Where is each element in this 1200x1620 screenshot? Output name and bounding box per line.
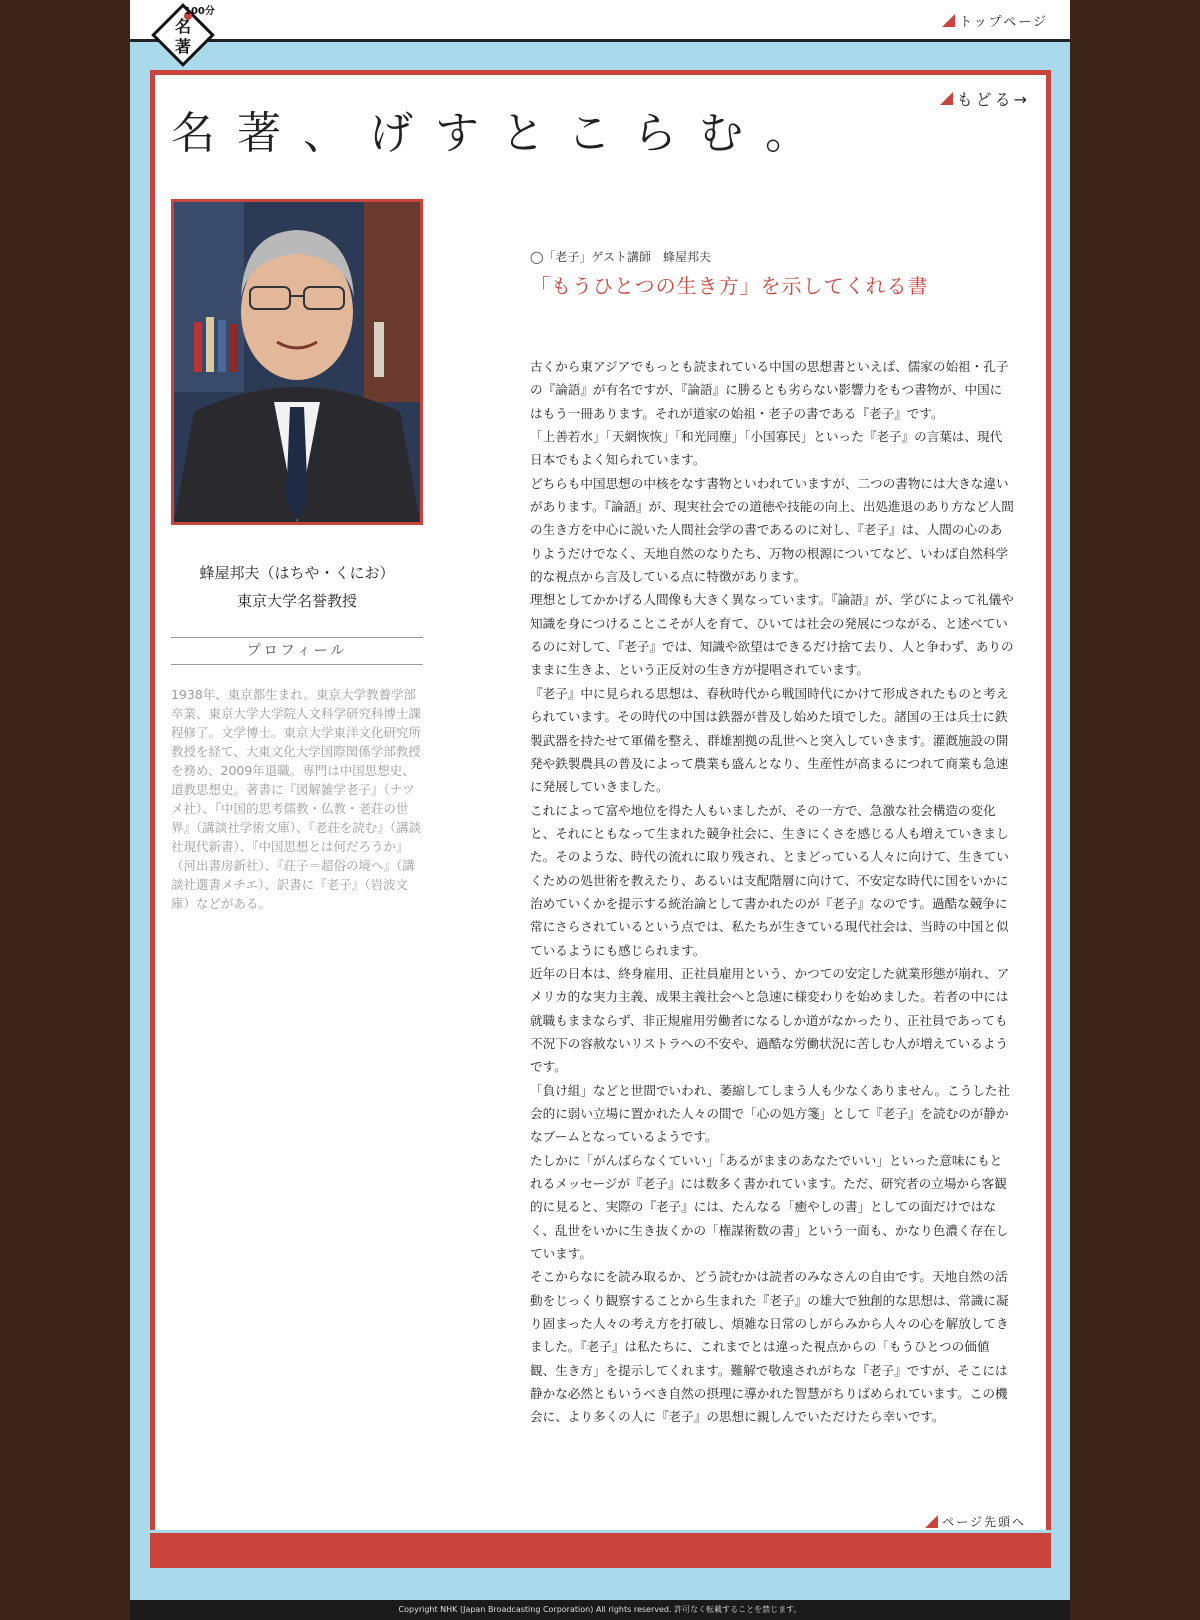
page-title: 名著、げすとこらむ。 xyxy=(171,108,831,159)
top-page-link[interactable] xyxy=(942,11,1048,30)
back-link[interactable] xyxy=(940,87,1030,110)
content-panel-border xyxy=(150,70,1051,1530)
logo-text-main-1: 名 xyxy=(174,17,192,36)
back-link-label: もどる→ xyxy=(956,90,1030,109)
article-paragraph: 「上善若水」「天網恢恢」「和光同塵」「小国寡民」といった『老子』の言葉は、現代日本でもよく知られています。 xyxy=(530,429,1003,468)
article-paragraph: どちらも中国思想の中核をなす書物といわれていますが、二つの書物には大きな違いがあります。『論語』が、現実社会での道徳や技能の向上、出処進退のあり方など人間の生き方を中心に説いた人間社会学の書であるのに対し、『老子』は、人間の心のありようだけでなく、天地自然のなりたち、万物の根源についてなど、いわば自然科学的な視点から言及している点に特徴があります。 xyxy=(530,475,1014,585)
top-page-link-label: トップページ xyxy=(959,15,1048,30)
article-subhead: ◯「老子」ゲスト講師 蜂屋邦夫 xyxy=(530,250,711,264)
article-paragraph: 「負け組」などと世間でいわれ、萎縮してしまう人も少なくありません。こうした社会的に弱い立場に置かれた人々の間で「心の処方箋」として『老子』を読むのが静かなブームとなっているようです。 xyxy=(530,1082,1011,1145)
guest-photo xyxy=(171,199,423,525)
logo-text-top: 100分 xyxy=(184,6,215,17)
triangle-icon xyxy=(925,1515,938,1528)
article-body xyxy=(530,355,1014,1429)
site-logo[interactable] xyxy=(150,2,216,68)
article-paragraph: そこからなにを読み取るか、どう読むかは読者のみなさんの自由です。天地自然の活動をじっくり観察することから生まれた『老子』の雄大で独創的な思想は、常識に凝り固まった人々の考え方を打破し、煩雑な日常のしがらみから人々の心を解放してきました。『老子』は私たちに、これまでとは違った視点からの「もうひとつの価値観、生き方」を提示してくれます。難解で敬遠されがちな『老子』ですが、そこには静かな必然ともいうべき自然の摂理に導かれた智慧がちりばめられています。この機会に、より多くの人に『老子』の思想に親しんでいただけたら幸いです。 xyxy=(530,1269,1009,1425)
article-paragraph: 古くから東アジアでもっとも読まれている中国の思想書といえば、儒家の始祖・孔子の『論語』が有名ですが、『論語』に勝るとも劣らない影響力をもつ書物が、中国にはもう一冊あります。それが道家の始祖・老子の書である『老子』です。 xyxy=(530,359,1009,421)
article-paragraph: 『老子』中に見られる思想は、春秋時代から戦国時代にかけて形成されたものと考えられています。その時代の中国は鉄器が普及し始めた頃でした。諸国の王は兵士に鉄製武器を持たせて軍備を整え、群雄割拠の乱世へと突入していきます。灌漑施設の開発や鉄製農具の普及によって農業も盛んとなり、生産性が高まるにつれて商業も急速に発展していきました。 xyxy=(530,685,1009,795)
article-headline: 「もうひとつの生き方」を示してくれる書 xyxy=(530,274,929,298)
profile-heading: プロフィール xyxy=(171,637,423,665)
triangle-icon xyxy=(942,14,955,27)
article-paragraph: 理想としてかかげる人間像も大きく異なっています。『論語』が、学びによって礼儀や知識を身につけることこそが人を育て、ひいては社会の発展につながる、と述べているのに対して、『老子』では、知識や欲望はできるだけ捨て去り、人と争わず、ありのままに生きよ、という正反対の生き方が提唱されています。 xyxy=(530,592,1014,678)
article-paragraph: これによって富や地位を得た人もいましたが、その一方で、急激な社会構造の変化と、それにともなって生まれた競争社会に、生きにくさを感じる人も増えていきました。そのような、時代の流れに取り残され、とまどっている人々に向けて、生きていくための処世術を教えたり、あるいは支配階層に向けて、不安定な時代に国をいかに治めていくかを提示する統治論として書かれたのが『老子』なのです。過酷な競争に常にさらされているという点では、私たちが生きている現代社会は、当時の中国と似ているようにも感じられます。 xyxy=(530,802,1009,958)
triangle-icon xyxy=(940,92,953,105)
logo-text-main-2: 著 xyxy=(174,37,192,56)
page-top-link[interactable] xyxy=(925,1513,1026,1530)
bottom-band xyxy=(150,1533,1051,1568)
guest-name-line1: 蜂屋邦夫（はちや・くにお） xyxy=(199,564,395,582)
profile-text: 1938年、東京都生まれ。東京大学教養学部卒業、東京大学大学院人文科学研究科博士課程修了。文学博士。東京大学東洋文化研究所教授を経て、大東文化大学国際関係学部教授を務め、2009年退職。専門は中国思想史、道教思想史。著書に『図解雑学老子』（ナツメ社）、『中国的思考儒教・仏教・老荘の世界』（講談社学術文庫）、『老荘を読む』（講談社現代新書）、『中国思想とは何だろうか』（河出書房新社）、『荘子＝超俗の境へ』（講談社選書メチエ）、訳書に『老子』（岩波文庫）などがある。 xyxy=(171,687,422,911)
footer-copyright: Copyright NHK (Japan Broadcasting Corporation) All rights reserved. 許可なく転載することを禁じます。 xyxy=(130,1600,1070,1620)
article-paragraph: 近年の日本は、終身雇用、正社員雇用という、かつての安定した就業形態が崩れ、アメリカ的な実力主義、成果主義社会へと急速に様変わりを始めました。若者の中には就職もままならず、非正規雇用労働者になるしか道がなかったり、正社員であっても不況下の容赦ないリストラへの不安や、過酷な労働状況に苦しむ人が増えているようです。 xyxy=(530,965,1010,1075)
content-panel xyxy=(155,75,1046,1530)
article-paragraph: たしかに「がんばらなくていい」「あるがままのあなたでいい」といった意味にもとれるメッセージが『老子』には数多く書かれています。ただ、研究者の立場から客観的に見ると、実際の『老子』には、たんなる「癒やしの書」としての面だけではなく、乱世をいかに生き抜くかの「権謀術数の書」という一面も、かなり色濃く存在しています。 xyxy=(530,1152,1009,1262)
page-top-link-label: ページ先頭へ xyxy=(942,1515,1026,1529)
page-frame xyxy=(130,0,1070,1620)
guest-title: 東京大学名誉教授 xyxy=(236,592,357,610)
guest-portrait-image xyxy=(174,202,420,522)
top-bar xyxy=(130,0,1070,56)
guest-name xyxy=(171,559,423,615)
